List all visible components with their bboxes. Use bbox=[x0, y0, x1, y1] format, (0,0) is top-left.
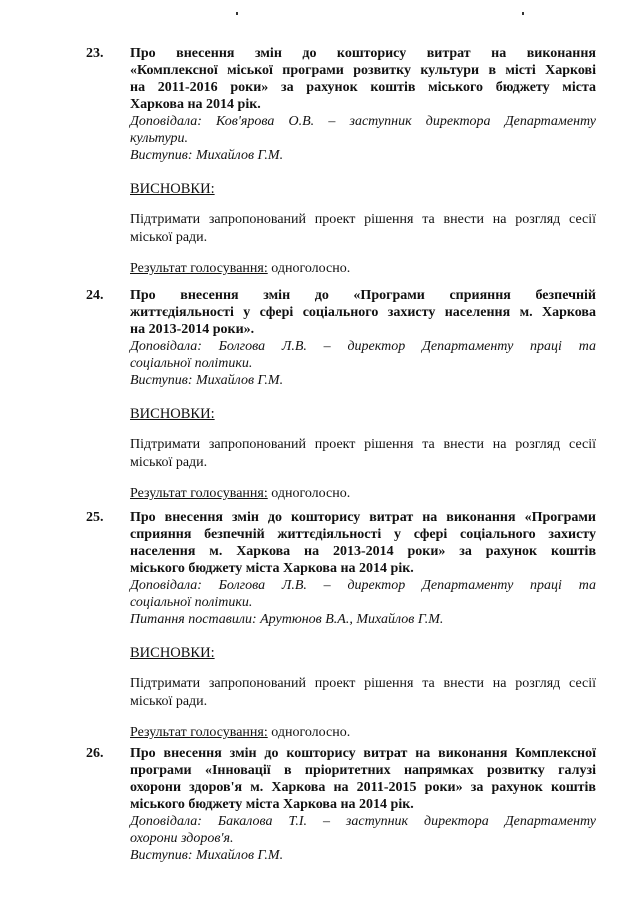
vote-label: Результат голосування: bbox=[130, 261, 268, 276]
item-title bbox=[130, 745, 596, 813]
speaker-line: Доповідала: Болгова Л.В. – директор Департаменту праці та bbox=[130, 578, 596, 593]
title-line: Харкова на 2014 рік. bbox=[130, 97, 261, 112]
title-line: «Комплексної міської програми розвитку культури в місті Харкові bbox=[130, 63, 596, 78]
item-title bbox=[130, 287, 596, 338]
title-line: Про внесення змін до «Програми сприяння безпечній bbox=[130, 288, 596, 303]
title-line: Про внесення змін до кошторису витрат на виконання «Програми bbox=[130, 510, 596, 525]
vote-result bbox=[130, 260, 596, 277]
item-title bbox=[130, 509, 596, 577]
title-line: на 2013-2014 роки». bbox=[130, 322, 255, 337]
scan-mark bbox=[236, 12, 238, 15]
conclusions-label: ВИСНОВКИ: bbox=[130, 406, 215, 422]
decision-line: міської ради. bbox=[130, 455, 208, 470]
item-body bbox=[130, 509, 596, 741]
item-title bbox=[130, 45, 596, 113]
title-line: Про внесення змін до кошторису витрат на виконання bbox=[130, 46, 596, 61]
speaker bbox=[130, 813, 596, 847]
vote-result bbox=[130, 485, 596, 502]
speaker bbox=[130, 113, 596, 147]
item-number: 26. bbox=[86, 746, 104, 761]
title-line: міського бюджету міста Харкова на 2014 рік. bbox=[130, 797, 414, 812]
decision-line: Підтримати запропонований проект рішення та внести на розгляд сесії bbox=[130, 676, 596, 691]
decision-line: міської ради. bbox=[130, 230, 208, 245]
speakers-extra: Виступив: Михайлов Г.М. bbox=[130, 148, 284, 163]
item-number: 25. bbox=[86, 510, 104, 525]
title-line: програми «Інновації в пріоритетних напрямках розвитку галузі bbox=[130, 763, 596, 778]
decision bbox=[130, 436, 596, 472]
vote-result bbox=[130, 724, 596, 741]
speaker-line: культури. bbox=[130, 131, 188, 146]
title-line: сприяння безпечній життєдіяльності у сфері соціального захисту bbox=[130, 527, 596, 542]
scan-mark bbox=[522, 12, 524, 15]
vote-label: Результат голосування: bbox=[130, 725, 268, 740]
title-line: на 2011-2016 роки» за рахунок коштів міського бюджету міста bbox=[130, 80, 596, 95]
item-body bbox=[130, 745, 596, 864]
item-body bbox=[130, 45, 596, 277]
speakers-extra: Виступив: Михайлов Г.М. bbox=[130, 373, 284, 388]
title-line: охорони здоров'я м. Харкова на 2011-2015 роки» за рахунок коштів bbox=[130, 780, 596, 795]
conclusions-label: ВИСНОВКИ: bbox=[130, 181, 215, 197]
speaker-line: соціальної політики. bbox=[130, 595, 253, 610]
title-line: міського бюджету міста Харкова на 2014 рік. bbox=[130, 561, 414, 576]
speaker bbox=[130, 577, 596, 611]
decision-line: міської ради. bbox=[130, 694, 208, 709]
speakers-extra: Виступив: Михайлов Г.М. bbox=[130, 848, 284, 863]
speakers-extra: Питання поставили: Арутюнов В.А., Михайлов Г.М. bbox=[130, 612, 444, 627]
item-number: 23. bbox=[86, 46, 104, 61]
item-body bbox=[130, 287, 596, 502]
vote-value: одноголосно. bbox=[267, 725, 351, 740]
decision bbox=[130, 211, 596, 247]
decision-line: Підтримати запропонований проект рішення та внести на розгляд сесії bbox=[130, 437, 596, 452]
conclusions-label: ВИСНОВКИ: bbox=[130, 645, 215, 661]
speaker bbox=[130, 338, 596, 372]
vote-label: Результат голосування: bbox=[130, 486, 268, 501]
title-line: населення м. Харкова на 2013-2014 роки» за рахунок коштів bbox=[130, 544, 596, 559]
title-line: життєдіяльності у сфері соціального захисту населення м. Харкова bbox=[130, 305, 596, 320]
speaker-line: Доповідала: Бакалова Т.І. – заступник директора Департаменту bbox=[130, 814, 596, 829]
speaker-line: соціальної політики. bbox=[130, 356, 253, 371]
decision-line: Підтримати запропонований проект рішення та внести на розгляд сесії bbox=[130, 212, 596, 227]
speaker-line: Доповідала: Ков'ярова О.В. – заступник директора Департаменту bbox=[130, 114, 596, 129]
speaker-line: Доповідала: Болгова Л.В. – директор Департаменту праці та bbox=[130, 339, 596, 354]
vote-value: одноголосно. bbox=[267, 261, 351, 276]
speaker-line: охорони здоров'я. bbox=[130, 831, 234, 846]
title-line: Про внесення змін до кошторису витрат на виконання Комплексної bbox=[130, 746, 596, 761]
decision bbox=[130, 675, 596, 711]
item-number: 24. bbox=[86, 288, 104, 303]
vote-value: одноголосно. bbox=[267, 486, 351, 501]
